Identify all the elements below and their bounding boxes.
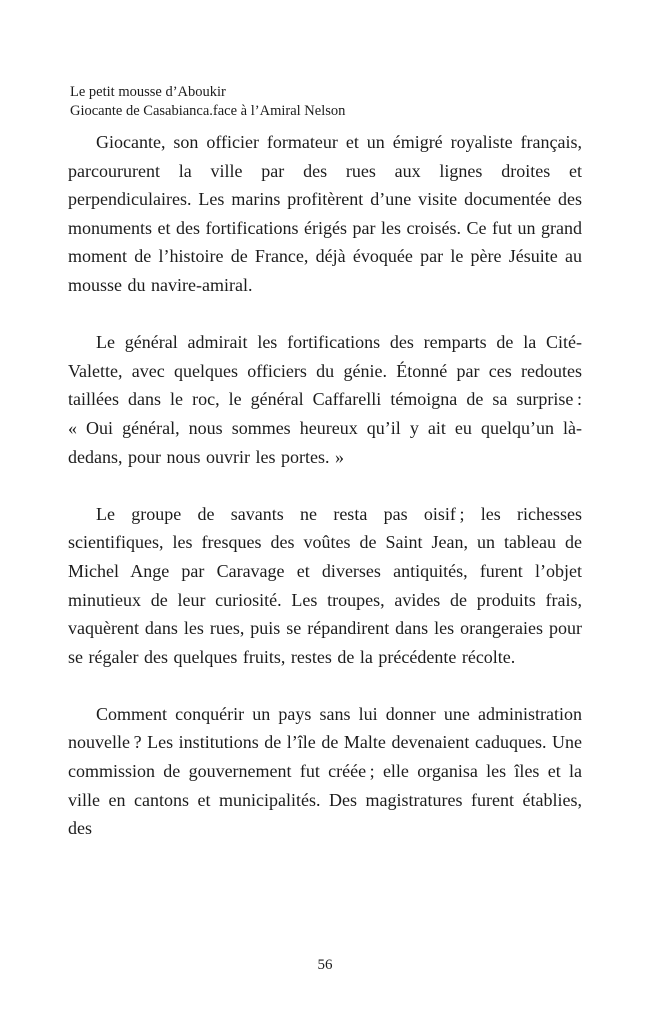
page-number: 56: [317, 957, 333, 973]
page-body-text: [68, 128, 582, 871]
header-title-line: Le petit mousse d’Aboukir: [70, 84, 226, 100]
paragraph-3: Le groupe de savants ne resta pas oisif ; les richesses scientifiques, les fresques des voûtes de Saint Jean, un tableau de Michel Ange par Caravage et diverses antiquités, furent l’objet minutieux de leur curiosité. Les troupes, avides de produits frais, vaquèrent dans les rues, puis se répandirent dans les orangeraies pour se régaler des quelques fruits, restes de la précédente récolte.: [68, 503, 582, 667]
paragraph-1: Giocante, son officier formateur et un émigré royaliste français, parcoururent la ville par des rues aux lignes droites et perpendiculaires. Les marins profitèrent d’une visite documentée des monuments et des fortifications érigés par les croisés. Ce fut un grand moment de l’histoire de France, déjà évoquée par le père Jésuite au mousse du navire-amiral.: [68, 132, 582, 295]
header-subtitle-line: Giocante de Casabianca.face à l’Amiral Nelson: [70, 103, 346, 119]
running-header: [70, 83, 580, 121]
paragraph-4: Comment conquérir un pays sans lui donner une administration nouvelle ? Les institutions de l’île de Malte devenaient caduques. Une commission de gouvernement fut créée ; elle organisa les îles et la ville en cantons et municipalités. Des magistratures furent établies, des: [68, 703, 582, 839]
paragraph-2: Le général admirait les fortifications des remparts de la Cité-Valette, avec quelques officiers du génie. Étonné par ces redoutes taillées dans le roc, le général Caffarelli témoigna de sa surprise : « Oui général, nous sommes heureux qu’il y ait eu quelqu’un là-dedans, pour nous ouvrir les portes. »: [68, 332, 582, 467]
